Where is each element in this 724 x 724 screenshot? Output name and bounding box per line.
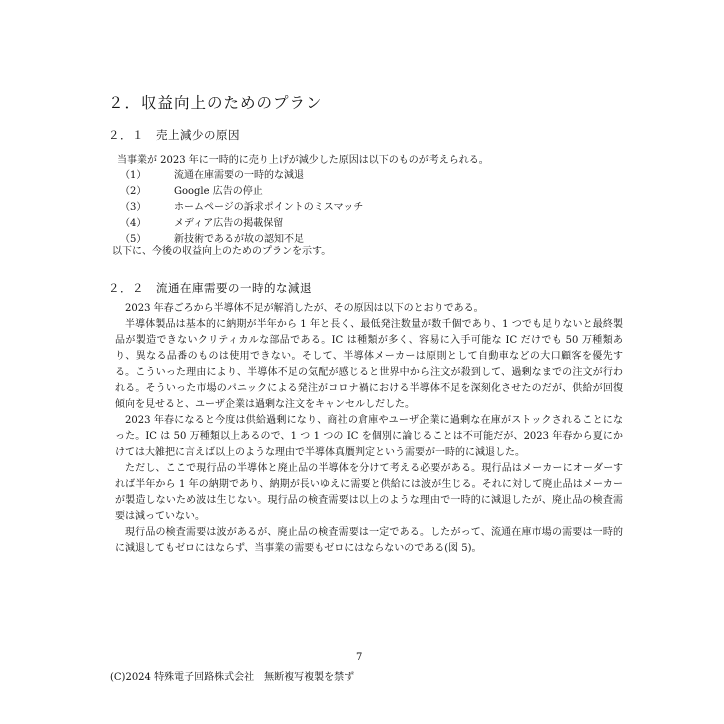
causes-list (117, 168, 363, 248)
list-item (117, 184, 363, 200)
subsection-heading-inventory-demand: ２．２ 流通在庫需要の一時的な減退 (108, 281, 312, 295)
list-item-text: 新技術であるが故の認知不足 (174, 234, 304, 245)
outro-paragraph: 以下に、今後の収益向上のためのプランを示す。 (112, 246, 332, 257)
section-heading: ２．収益向上のためのプラン (108, 94, 323, 112)
body-paragraph: 半導体製品は基本的に納期が半年から 1 年と長く、最低発注数量が数千個であり、1 つでも足りないと最終製品が製造できないクリティカルな部品である。IC は種類が多く、容易に入手可能な IC だけでも 50 万種類あり、異なる品番のものは使用できない。そして、半導体メーカーは原則として自動車などの大口顧客を優先する。こういった理由により、半導体不足の気配が感じると世界中から注文が殺到して、過剰なまでの注文が行われる。そういった市場のパニックによる発注がコロナ禍における半導体不足を深刻化させたのだが、供給が回復傾向を見せると、ユーザ企業は過剰な注文をキャンセルしだした。 (115, 319, 623, 410)
list-item-text: メディア広告の掲載保留 (174, 218, 284, 229)
list-item-number: （3） (120, 202, 147, 213)
list-item (117, 216, 363, 232)
body-paragraph: 2023 年春になると今度は供給過剰になり、商社の倉庫やユーザ企業に過剰な在庫がストックされることになった。IC は 50 万種類以上あるので、1 つ 1 つの IC を個別に論じることは不可能だが、2023 年春から夏にかけては大雑把に言えば以上のような理由で半導体真贋判定という需要が一時的に減退した。 (115, 415, 623, 458)
list-item-number: （2） (120, 186, 147, 197)
list-item (117, 168, 363, 184)
list-item-text: Google 広告の停止 (174, 186, 263, 197)
body-text (115, 301, 623, 557)
subsection-heading-sales-decline: ２．１ 売上減少の原因 (108, 128, 240, 142)
body-paragraph: 2023 年春ごろから半導体不足が解消したが、その原因は以下のとおりである。 (125, 303, 484, 314)
body-paragraph: 現行品の検査需要は波があるが、廃止品の検査需要は一定である。したがって、流通在庫市場の需要は一時的に減退してもゼロにはならず、当事業の需要もゼロにはならないのである(図 5)。 (115, 527, 623, 554)
list-item-text: 流通在庫需要の一時的な減退 (174, 170, 304, 181)
list-item-number: （4） (120, 218, 147, 229)
list-item-number: （1） (120, 170, 147, 181)
copyright-footer: (C)2024 特殊電子回路株式会社 無断複写複製を禁ず (110, 672, 355, 683)
intro-paragraph: 当事業が 2023 年に一時的に売り上げが減少した原因は以下のものが考えられる。 (117, 155, 489, 166)
list-item-text: ホームページの訴求ポイントのミスマッチ (174, 202, 364, 213)
list-item (117, 200, 363, 216)
page-number: 7 (356, 652, 363, 663)
list-item-number: （5） (120, 234, 147, 245)
body-paragraph: ただし、ここで現行品の半導体と廃止品の半導体を分けて考える必要がある。現行品はメーカーにオーダーすれば半年から 1 年の納期であり、納期が長いゆえに需要と供給には波が生じる。それに対して廃止品はメーカーが製造しないため波は生じない。現行品の検査需要は以上のような理由で一時的に減退したが、廃止品の検査需要は減っていない。 (115, 463, 623, 522)
